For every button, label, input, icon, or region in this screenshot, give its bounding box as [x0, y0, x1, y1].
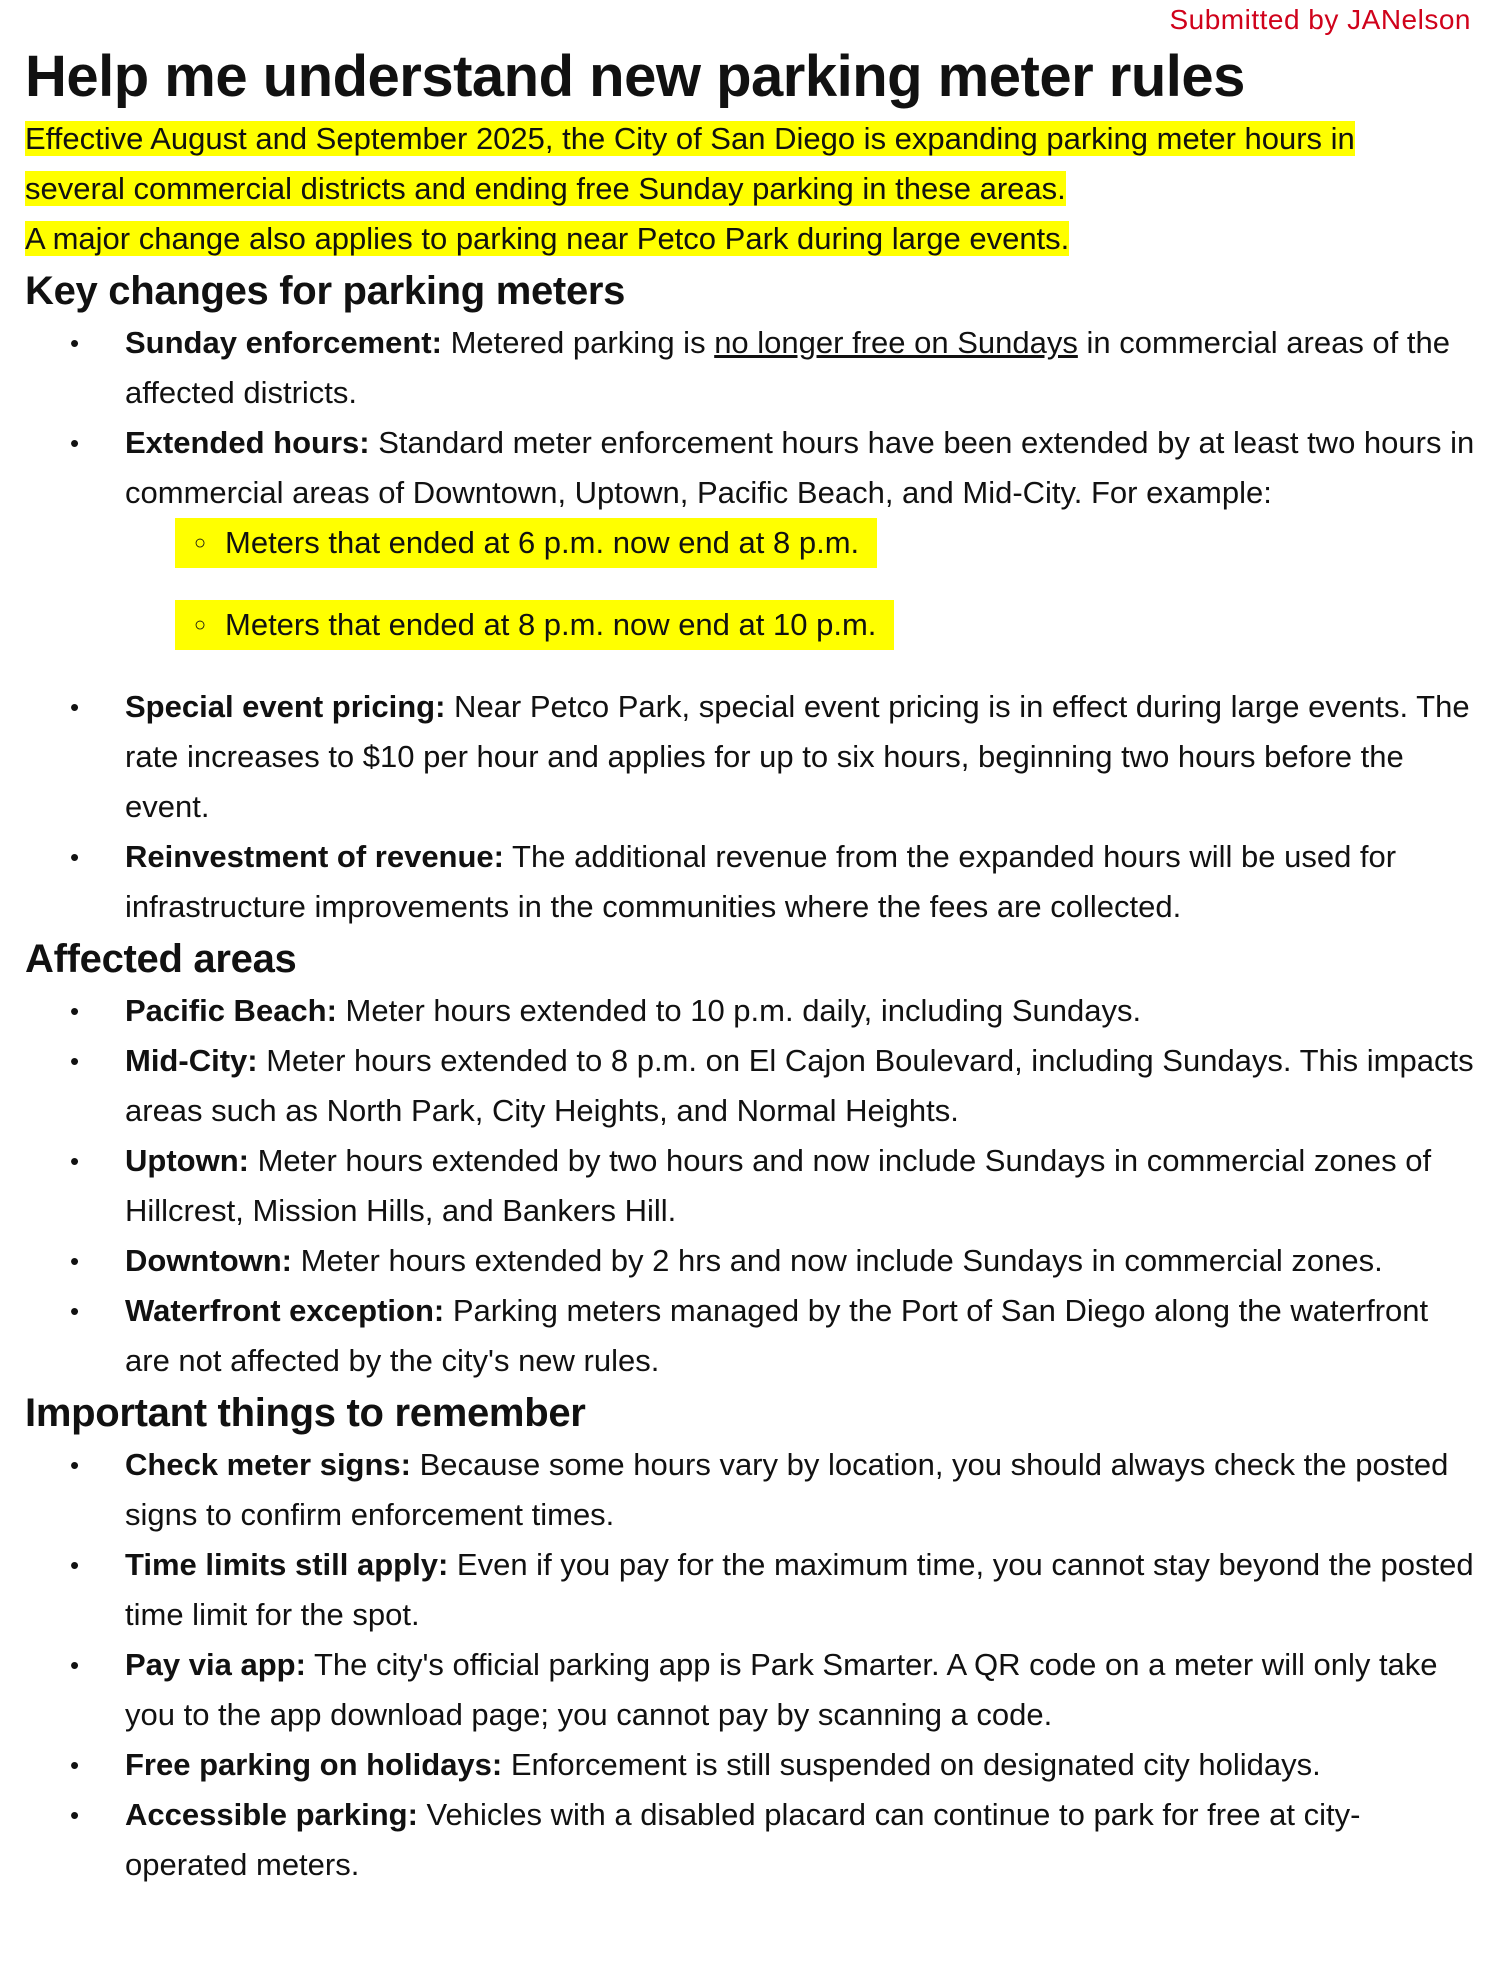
item-text: Meter hours extended by 2 hrs and now include Sundays in commercial zones. — [292, 1243, 1383, 1278]
item-text: Vehicles with a disabled placard can continue to park for free at city-operated meters. — [125, 1797, 1361, 1882]
item-text: Enforcement is still suspended on designated city holidays. — [502, 1747, 1321, 1782]
remember-list — [25, 1440, 1475, 1890]
item-label: Mid-City: — [125, 1043, 258, 1078]
item-label: Uptown: — [125, 1143, 249, 1178]
list-item — [25, 1136, 1475, 1236]
list-item — [25, 1036, 1475, 1136]
section-heading-key-changes: Key changes for parking meters — [25, 269, 626, 313]
list-item — [25, 682, 1475, 832]
item-text: The additional revenue from the expanded hours will be used for infrastructure improvements in the communities where the fees are collected. — [125, 839, 1397, 924]
bullet-dot-icon: • — [70, 842, 80, 872]
item-label: Extended hours: — [125, 425, 370, 460]
item-label: Special event pricing: — [125, 689, 446, 724]
sub-item-text: Meters that ended at 8 p.m. now end at 10 p.m. — [225, 607, 877, 642]
sub-item-text: Meters that ended at 6 p.m. now end at 8 p.m. — [225, 525, 860, 560]
item-label: Reinvestment of revenue: — [125, 839, 504, 874]
bullet-dot-icon: • — [70, 1550, 80, 1580]
intro-line — [25, 214, 1475, 264]
item-label: Waterfront exception: — [125, 1293, 445, 1328]
item-text: Meter hours extended to 10 p.m. daily, including Sundays. — [336, 993, 1142, 1028]
item-label: Check meter signs: — [125, 1447, 411, 1482]
bullet-dot-icon: • — [70, 1800, 80, 1830]
bullet-dot-icon: • — [70, 428, 80, 458]
item-text: Standard meter enforcement hours have been extended by at least two hours in commercial areas of Downtown, Uptown, Pacific Beach, and Mid-City. For example: — [125, 425, 1475, 510]
bullet-dot-icon: • — [70, 1296, 80, 1326]
list-item — [25, 1540, 1475, 1640]
section-heading-remember: Important things to remember — [25, 1391, 586, 1435]
bullet-dot-icon: • — [70, 1750, 80, 1780]
sub-row — [125, 518, 1475, 568]
bullet-dot-icon: • — [70, 692, 80, 722]
bullet-dot-icon: • — [70, 328, 80, 358]
list-item — [25, 1286, 1475, 1386]
item-label: Pay via app: — [125, 1647, 306, 1682]
bullet-dot-icon: • — [70, 1046, 80, 1076]
intro-line — [25, 164, 1475, 214]
list-item — [25, 832, 1475, 932]
item-label: Pacific Beach: — [125, 993, 337, 1028]
key-changes-list — [25, 318, 1475, 932]
intro-line — [25, 114, 1475, 164]
bullet-dot-icon: • — [70, 1246, 80, 1276]
bullet-dot-icon: • — [70, 1450, 80, 1480]
sub-list — [125, 518, 1475, 650]
list-item — [25, 986, 1475, 1036]
item-text: Metered parking is — [441, 325, 715, 360]
intro-highlight: several commercial districts and ending free Sunday parking in these areas. — [25, 171, 1066, 206]
item-text: Near Petco Park, special event pricing is in effect during large events. The rate increases to $10 per hour and applies for up to six hours, beginning two hours before the event. — [125, 689, 1470, 824]
item-text: Parking meters managed by the Port of San Diego along the waterfront are not affected by the city's new rules. — [125, 1293, 1429, 1378]
list-item — [25, 1236, 1475, 1286]
submitted-by: Submitted by JANelson — [1169, 4, 1471, 35]
sub-list-item — [175, 600, 894, 650]
item-label: Free parking on holidays: — [125, 1747, 503, 1782]
bullet-circle-icon: ○ — [193, 614, 207, 636]
list-item — [25, 1790, 1475, 1890]
item-label: Downtown: — [125, 1243, 293, 1278]
document-page — [25, 40, 1475, 1890]
bullet-dot-icon: • — [70, 1650, 80, 1680]
item-text: Meter hours extended to 8 p.m. on El Cajon Boulevard, including Sundays. This impacts areas such as North Park, City Heights, and Normal Heights. — [125, 1043, 1474, 1128]
page-title: Help me understand new parking meter rules — [25, 44, 1245, 109]
item-label: Sunday enforcement: — [125, 325, 442, 360]
bullet-dot-icon: • — [70, 996, 80, 1026]
item-text: Meter hours extended by two hours and now include Sundays in commercial zones of Hillcrest, Mission Hills, and Bankers Hill. — [125, 1143, 1432, 1228]
intro-block — [25, 114, 1475, 264]
list-item — [25, 418, 1475, 650]
item-label: Time limits still apply: — [125, 1547, 449, 1582]
list-item — [25, 318, 1475, 418]
item-text: in commercial areas of the affected districts. — [125, 325, 1450, 410]
bullet-circle-icon: ○ — [193, 532, 207, 554]
section-heading-affected-areas: Affected areas — [25, 937, 297, 981]
list-item — [25, 1640, 1475, 1740]
item-label: Accessible parking: — [125, 1797, 418, 1832]
item-text: The city's official parking app is Park Smarter. A QR code on a meter will only take you to the app download page; you cannot pay by scanning a code. — [125, 1647, 1438, 1732]
item-text: Because some hours vary by location, you should always check the posted signs to confirm enforcement times. — [125, 1447, 1449, 1532]
affected-areas-list — [25, 986, 1475, 1386]
sub-list-item — [175, 518, 877, 568]
list-item — [25, 1740, 1475, 1790]
list-item — [25, 1440, 1475, 1540]
item-underlined-text: no longer free on Sundays — [714, 325, 1078, 360]
sub-row — [125, 600, 1475, 650]
intro-highlight: A major change also applies to parking near Petco Park during large events. — [25, 221, 1070, 256]
item-text: Even if you pay for the maximum time, you cannot stay beyond the posted time limit for the spot. — [125, 1547, 1474, 1632]
bullet-dot-icon: • — [70, 1146, 80, 1176]
intro-highlight: Effective August and September 2025, the City of San Diego is expanding parking meter hours in — [25, 121, 1355, 156]
